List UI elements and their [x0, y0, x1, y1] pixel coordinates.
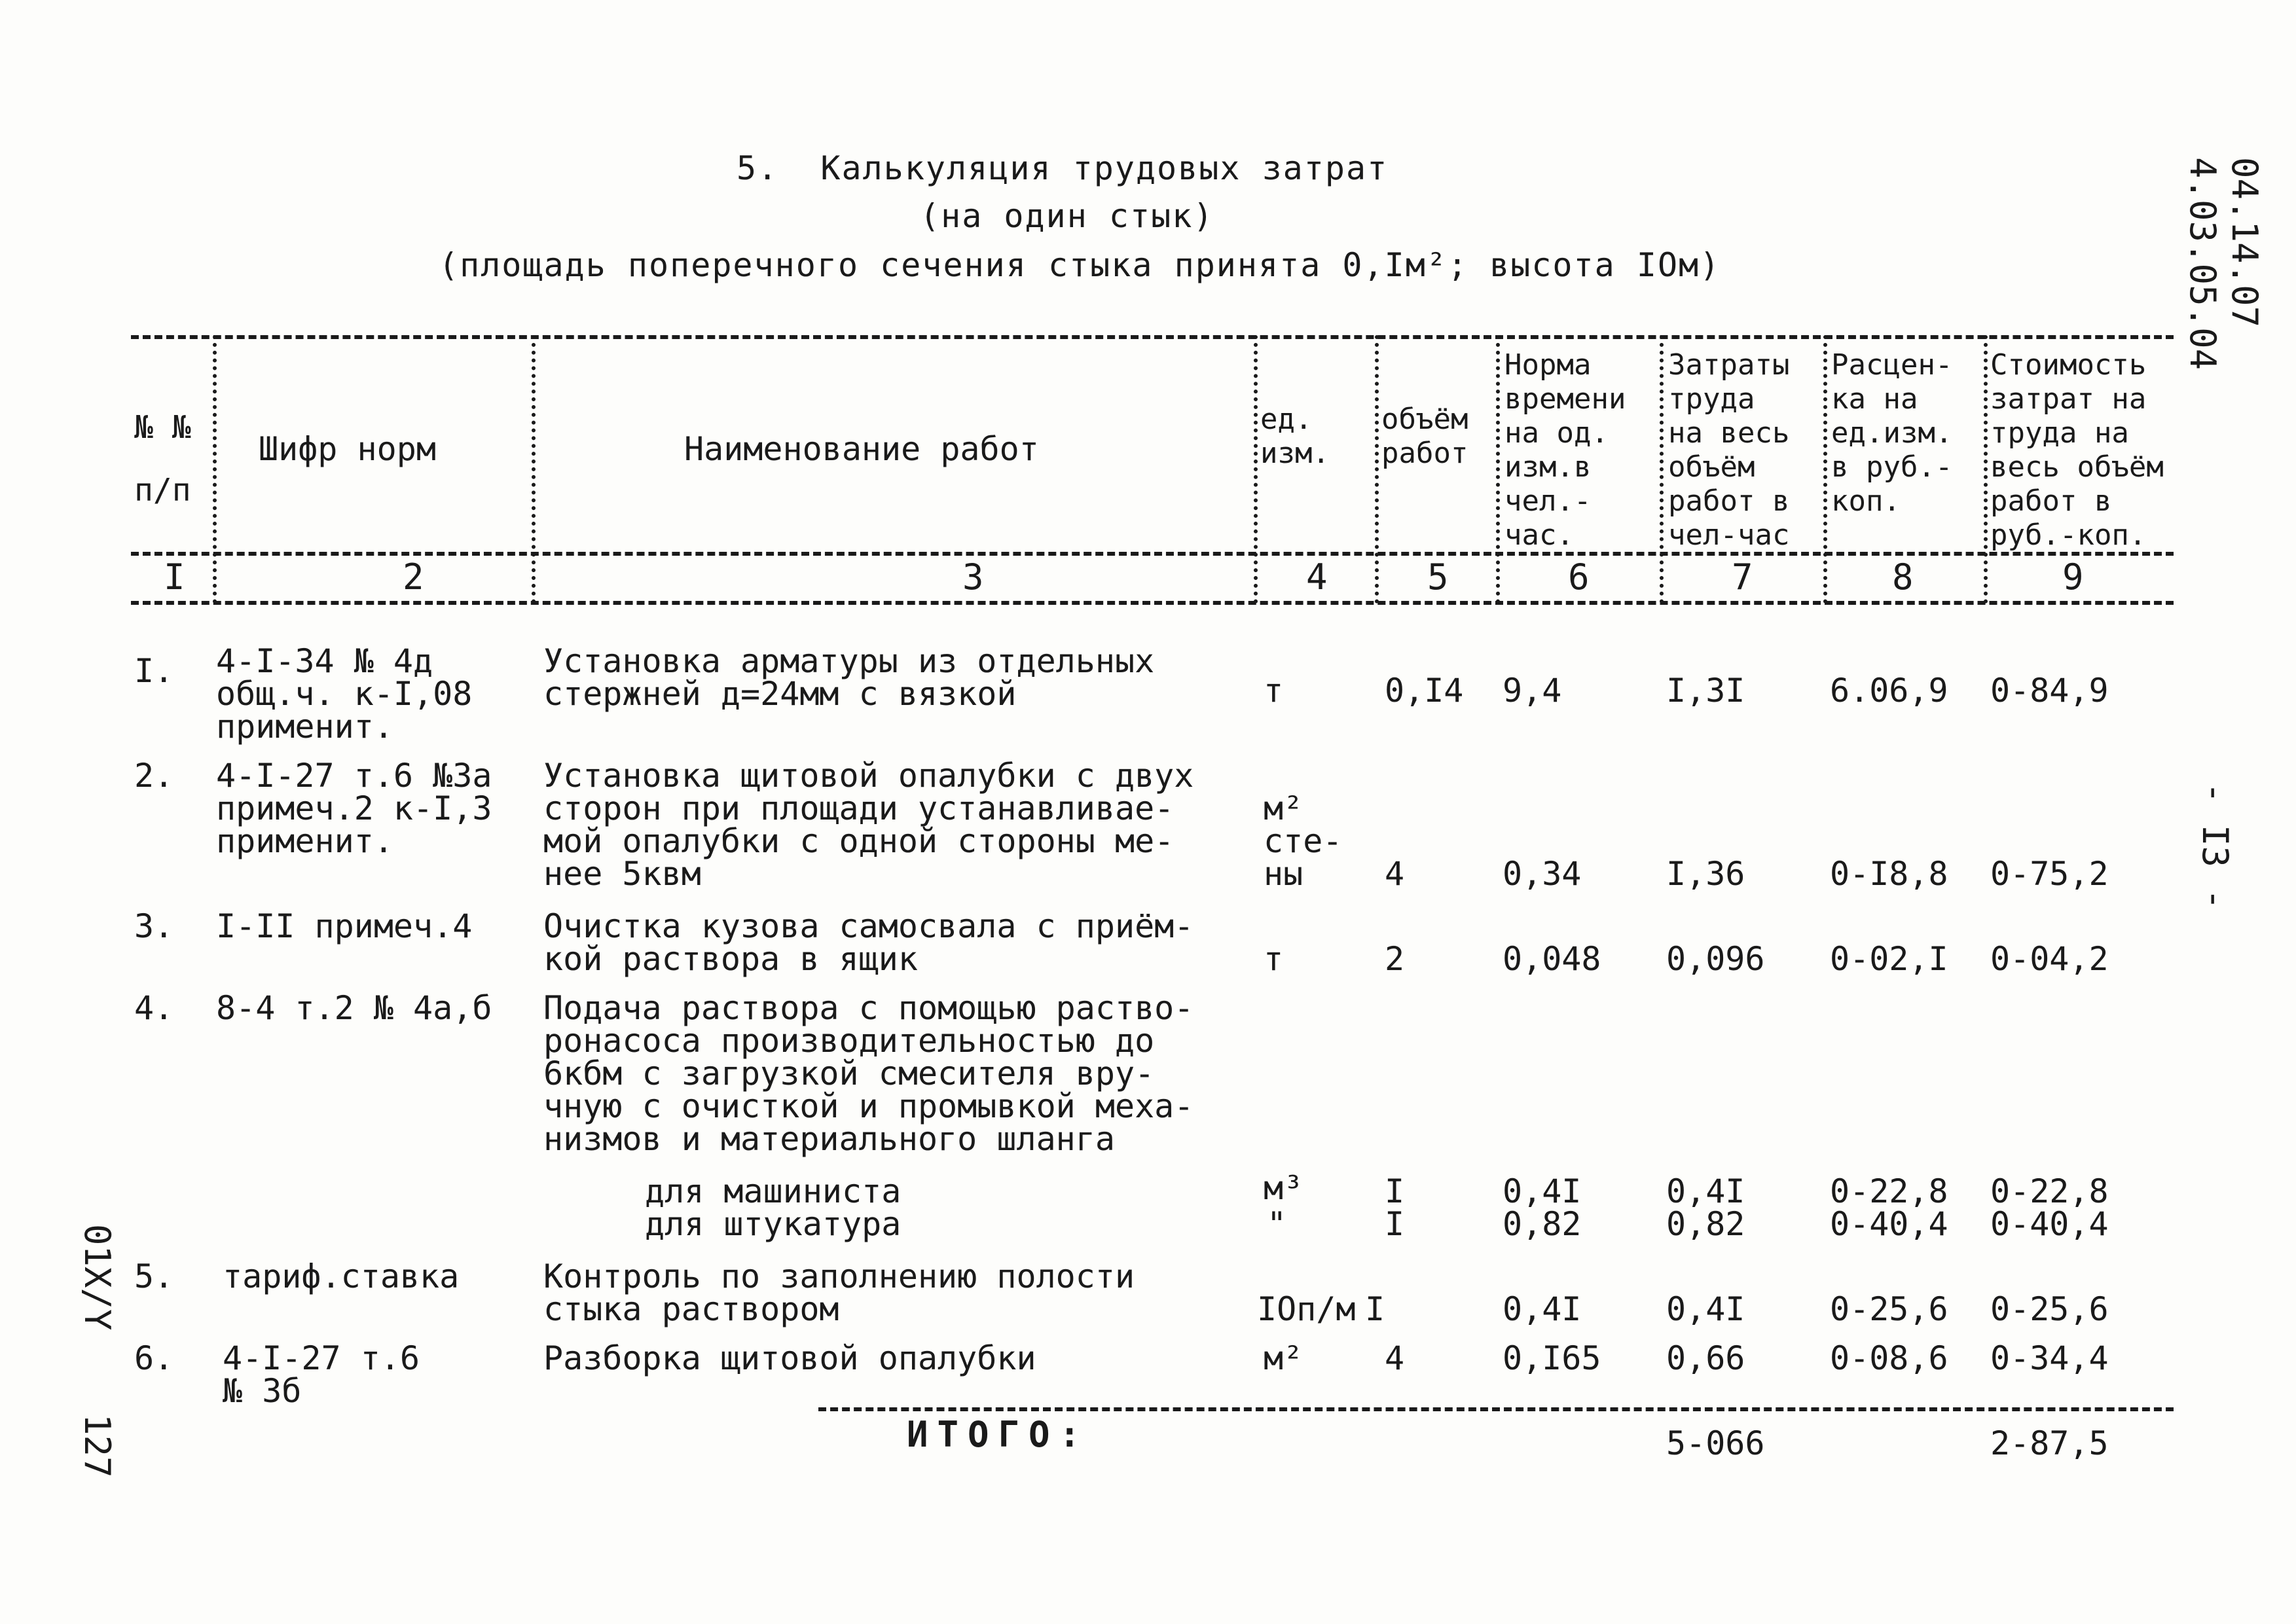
row-2-index: 2.: [134, 757, 174, 795]
colnum-2: 2: [403, 556, 424, 598]
row-5-name: Контроль по заполнению полости стыка раствором: [543, 1257, 1135, 1328]
header-code: Шифр норм: [259, 430, 436, 468]
row-3-unit: т: [1264, 940, 1284, 978]
colnum-6: 6: [1568, 556, 1590, 598]
row-4b-label: для штукатура: [645, 1205, 902, 1243]
col-sep-5: [1496, 335, 1500, 604]
row-2-labor: I,36: [1666, 855, 1745, 893]
row-5-volume: I: [1365, 1290, 1385, 1328]
header-unit: ед. изм.: [1260, 403, 1330, 470]
row-1-volume: 0,I4: [1385, 672, 1464, 710]
col-sep-8: [1984, 335, 1988, 604]
row-4b-norm: 0,82: [1503, 1205, 1582, 1243]
header-volume: объём работ: [1381, 403, 1468, 470]
row-1-labor: I,3I: [1666, 672, 1745, 710]
document-subtitle: (на один стык): [920, 197, 1214, 235]
col-sep-2: [532, 335, 536, 604]
row-4b-unit: ": [1267, 1205, 1287, 1243]
row-2-code: 4-I-27 т.6 №3а примеч.2 к-I,3 применит.: [216, 757, 492, 860]
row-4b-volume: I: [1385, 1205, 1405, 1243]
header-cost: Стоимость затрат на труда на весь объём работ в руб.-коп.: [1990, 348, 2164, 552]
row-6-name: Разборка щитовой опалубки: [543, 1339, 1036, 1377]
document-title: 5. Калькуляция трудовых затрат: [737, 149, 1389, 187]
colnum-8: 8: [1892, 556, 1914, 598]
col-sep-3: [1254, 335, 1258, 604]
row-5-index: 5.: [134, 1257, 174, 1295]
row-2-unit: м² сте- ны: [1264, 789, 1343, 893]
row-6-index: 6.: [134, 1339, 174, 1377]
col-sep-7: [1823, 335, 1827, 604]
total-labor: 5-066: [1666, 1424, 1765, 1462]
row-3-norm: 0,048: [1503, 940, 1601, 978]
row-4a-unit: м³: [1264, 1169, 1303, 1207]
total-cost: 2-87,5: [1990, 1424, 2109, 1462]
header-norm: Норма времени на од. изм.в чел.- час.: [1504, 348, 1626, 552]
row-2-cost: 0-75,2: [1990, 855, 2109, 893]
row-5-rate: 0-25,6: [1830, 1290, 1948, 1328]
header-labor: Затраты труда на весь объём работ в чел-час: [1668, 348, 1790, 552]
row-1-name: Установка арматуры из отдельных стержней д=24мм с вязкой: [543, 642, 1155, 713]
margin-code-stamp: 04.14.07 4.03.05.04: [2182, 157, 2265, 370]
row-4a-labor: 0,4I: [1666, 1172, 1745, 1210]
row-2-volume: 4: [1385, 855, 1405, 893]
row-2-rate: 0-I8,8: [1830, 855, 1948, 893]
row-1-norm: 9,4: [1503, 672, 1562, 710]
row-3-volume: 2: [1385, 940, 1405, 978]
colnum-3: 3: [962, 556, 984, 598]
row-4a-label: для машиниста: [645, 1172, 902, 1210]
row-3-labor: 0,096: [1666, 940, 1765, 978]
row-4-index: 4.: [134, 989, 174, 1027]
row-6-volume: 4: [1385, 1339, 1405, 1377]
row-3-code: I-II примеч.4: [216, 907, 473, 945]
table-top-rule: [131, 335, 2174, 339]
total-label: ИТОГО:: [907, 1414, 1090, 1455]
row-5-cost: 0-25,6: [1990, 1290, 2109, 1328]
row-2-name: Установка щитовой опалубки с двух сторон при площади устанавливае- мой опалубки с одной стороны ме- нее 5квм: [543, 757, 1194, 893]
header-rate: Расцен- ка на ед.изм. в руб.- коп.: [1831, 348, 1953, 518]
header-work-name: Наименование работ: [684, 430, 1039, 468]
margin-left-mark-1: 01X/Y: [77, 1224, 118, 1331]
row-1-unit: т: [1264, 672, 1284, 710]
colnum-7: 7: [1732, 556, 1753, 598]
row-4a-cost: 0-22,8: [1990, 1172, 2109, 1210]
row-1-cost: 0-84,9: [1990, 672, 2109, 710]
row-6-cost: 0-34,4: [1990, 1339, 2109, 1377]
col-sep-6: [1660, 335, 1664, 604]
row-4a-volume: I: [1385, 1172, 1405, 1210]
colnum-9: 9: [2062, 556, 2084, 598]
table-total-rule: [818, 1407, 2174, 1411]
colnum-4: 4: [1306, 556, 1328, 598]
row-4a-norm: 0,4I: [1503, 1172, 1582, 1210]
row-4-name: Подача раствора с помощью раство- ронасоса производительностью до 6кбм с загрузкой смесителя вру- чную с очисткой и промывкой меха- низмов и материального шланга: [543, 989, 1194, 1158]
row-1-index: I.: [134, 652, 174, 690]
row-3-name: Очистка кузова самосвала с приём- кой раствора в ящик: [543, 907, 1194, 978]
colnum-1: I: [164, 556, 185, 598]
row-6-norm: 0,I65: [1503, 1339, 1601, 1377]
row-1-rate: 6.06,9: [1830, 672, 1948, 710]
row-6-labor: 0,66: [1666, 1339, 1745, 1377]
row-5-norm: 0,4I: [1503, 1290, 1582, 1328]
row-1-code: 4-I-34 № 4д общ.ч. к-I,08 применит.: [216, 642, 473, 746]
col-sep-4: [1375, 335, 1379, 604]
row-4-code: 8-4 т.2 № 4а,б: [216, 989, 492, 1027]
row-5-code: тариф.ставка: [223, 1257, 460, 1295]
row-5-labor: 0,4I: [1666, 1290, 1745, 1328]
margin-left-mark-2: 127: [77, 1414, 118, 1478]
row-2-norm: 0,34: [1503, 855, 1582, 893]
table-header-rule: [131, 552, 2174, 556]
col-sep-1: [213, 335, 217, 604]
row-6-code: 4-I-27 т.6 № 3б: [223, 1339, 420, 1410]
colnum-5: 5: [1427, 556, 1449, 598]
page-number: - I3 -: [2195, 782, 2236, 911]
row-6-unit: м²: [1264, 1339, 1303, 1377]
row-4b-rate: 0-40,4: [1830, 1205, 1948, 1243]
row-4b-cost: 0-40,4: [1990, 1205, 2109, 1243]
row-3-cost: 0-04,2: [1990, 940, 2109, 978]
table-colnum-rule: [131, 601, 2174, 605]
row-4a-rate: 0-22,8: [1830, 1172, 1948, 1210]
document-note: (площадь поперечного сечения стыка принята 0,Iм²; высота IOм): [439, 246, 1721, 284]
row-3-rate: 0-02,I: [1830, 940, 1948, 978]
header-index: № № п/п: [134, 409, 191, 509]
row-3-index: 3.: [134, 907, 174, 945]
row-4b-labor: 0,82: [1666, 1205, 1745, 1243]
row-6-rate: 0-08,6: [1830, 1339, 1948, 1377]
row-5-unit: IOп/м: [1257, 1290, 1356, 1328]
